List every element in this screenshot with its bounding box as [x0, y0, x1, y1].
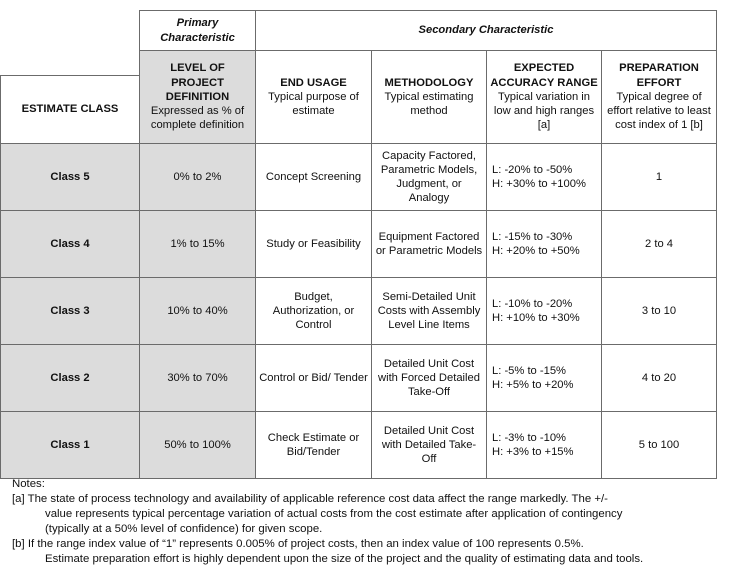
- header-spacer-2: [1, 51, 140, 76]
- accuracy-cell: [487, 211, 602, 278]
- usage-cell: Check Estimate or Bid/Tender: [256, 412, 372, 479]
- class-cell: Class 5: [1, 144, 140, 211]
- table-row: [1, 278, 717, 345]
- note-a-line-2: value represents typical percentage variation of actual costs from the cost estimate after application of contingency: [45, 508, 623, 521]
- method-cell: Semi-Detailed Unit Costs with Assembly Level Line Items: [372, 278, 487, 345]
- accuracy-high: H: +3% to +15%: [492, 446, 574, 458]
- note-a-line-3: (typically at a 50% level of confidence) for given scope.: [45, 523, 323, 536]
- table-row: [1, 412, 717, 479]
- note-b-line-1: [b] If the range index value of “1” represents 0.005% of project costs, then an index value of 100 represents 0.5%.: [12, 538, 584, 551]
- accuracy-high: H: +20% to +50%: [492, 245, 580, 257]
- usage-cell: Study or Feasibility: [256, 211, 372, 278]
- method-cell: Detailed Unit Cost with Detailed Take-Off: [372, 412, 487, 479]
- end-usage-header: END USAGE Typical purpose of estimate: [256, 51, 372, 144]
- level-cell: 1% to 15%: [140, 211, 256, 278]
- method-cell: Capacity Factored, Parametric Models, Judgment, or Analogy: [372, 144, 487, 211]
- effort-cell: 4 to 20: [602, 345, 717, 412]
- level-of-definition-header: LEVEL OF PROJECT DEFINITION Expressed as % of complete definition: [140, 51, 256, 144]
- secondary-characteristic-header: Secondary Characteristic: [256, 11, 717, 51]
- usage-cell: Concept Screening: [256, 144, 372, 211]
- level-cell: 0% to 2%: [140, 144, 256, 211]
- accuracy-low: L: -15% to -30%: [492, 230, 573, 243]
- class-cell: Class 3: [1, 278, 140, 345]
- estimate-class-header: ESTIMATE CLASS: [1, 76, 140, 144]
- accuracy-high: H: +10% to +30%: [492, 312, 580, 324]
- table-row: [1, 144, 717, 211]
- level-cell: 30% to 70%: [140, 345, 256, 412]
- estimate-class-table: [0, 10, 717, 479]
- expected-accuracy-header: EXPECTED ACCURACY RANGE Typical variation in low and high ranges [a]: [487, 51, 602, 144]
- preparation-effort-header: PREPARATION EFFORT Typical degree of effort relative to least cost index of 1 [b]: [602, 51, 717, 144]
- accuracy-low: L: -3% to -10%: [492, 431, 566, 444]
- usage-cell: Budget, Authorization, or Control: [256, 278, 372, 345]
- accuracy-cell: [487, 345, 602, 412]
- accuracy-low: L: -20% to -50%: [492, 163, 573, 176]
- accuracy-low: L: -10% to -20%: [492, 297, 573, 310]
- header-spacer: [1, 11, 140, 51]
- accuracy-cell: [487, 144, 602, 211]
- note-b-line-2: Estimate preparation effort is highly dependent upon the size of the project and the quality of estimating data and tools.: [45, 553, 644, 566]
- notes-title: Notes:: [12, 478, 45, 490]
- class-cell: Class 2: [1, 345, 140, 412]
- effort-cell: 5 to 100: [602, 412, 717, 479]
- class-cell: Class 1: [1, 412, 140, 479]
- table-row: [1, 345, 717, 412]
- effort-cell: 2 to 4: [602, 211, 717, 278]
- level-cell: 50% to 100%: [140, 412, 256, 479]
- accuracy-cell: [487, 278, 602, 345]
- accuracy-high: H: +30% to +100%: [492, 178, 586, 190]
- note-a-line-1: [a] The state of process technology and availability of applicable reference cost data affect the range markedly. The +/-: [12, 493, 608, 506]
- effort-cell: 1: [602, 144, 717, 211]
- method-cell: Detailed Unit Cost with Forced Detailed Take-Off: [372, 345, 487, 412]
- usage-cell: Control or Bid/ Tender: [256, 345, 372, 412]
- methodology-header: METHODOLOGY Typical estimating method: [372, 51, 487, 144]
- accuracy-low: L: -5% to -15%: [492, 364, 566, 377]
- method-cell: Equipment Factored or Parametric Models: [372, 211, 487, 278]
- accuracy-cell: [487, 412, 602, 479]
- effort-cell: 3 to 10: [602, 278, 717, 345]
- table-notes: [12, 477, 727, 567]
- primary-characteristic-header: Primary Characteristic: [140, 11, 256, 51]
- table-row: [1, 211, 717, 278]
- level-cell: 10% to 40%: [140, 278, 256, 345]
- accuracy-high: H: +5% to +20%: [492, 379, 574, 391]
- class-cell: Class 4: [1, 211, 140, 278]
